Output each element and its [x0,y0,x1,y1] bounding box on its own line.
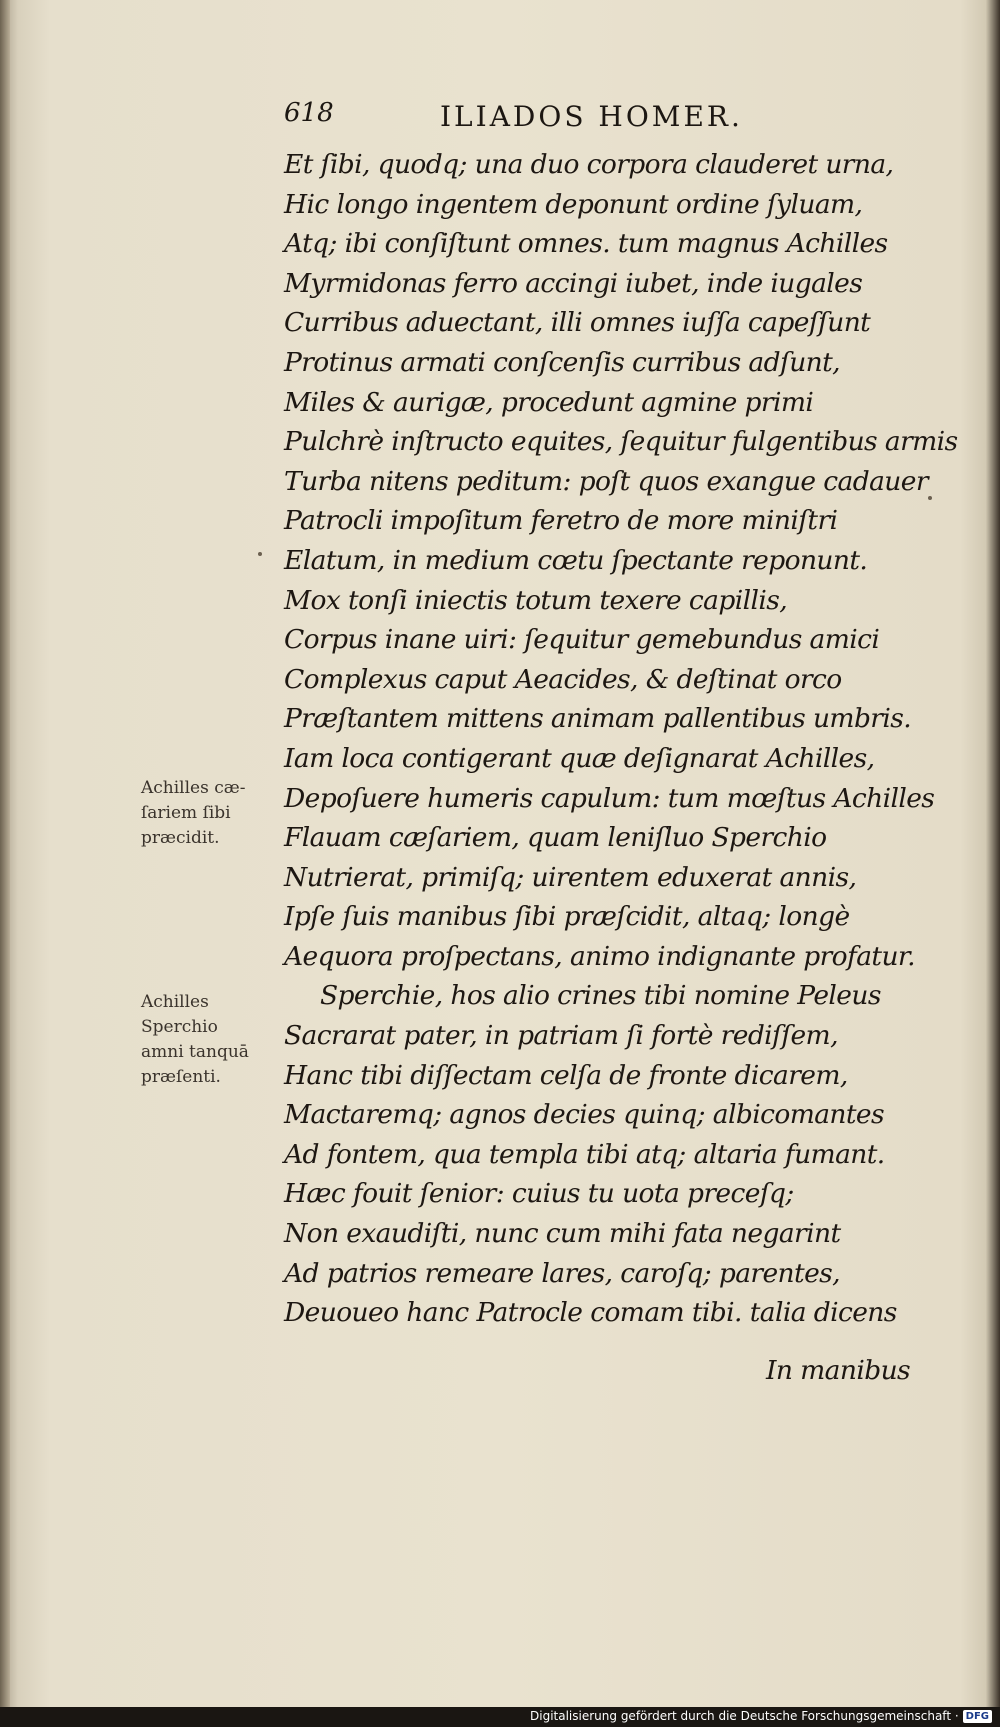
margin-note [141,776,281,851]
verse-line: Ad patrios remeare lares, caroſq; parentes, [284,1257,840,1289]
verse-line: Elatum, in medium cœtu ſpectante reponunt. [284,544,868,576]
margin-note [141,990,281,1090]
verse-line: Sacrarat pater, in patriam ſi fortè rediſſem, [284,1020,838,1052]
verse-line: Curribus aduectant, illi omnes iuſſa capeſſunt [284,307,871,339]
margin-note-line: amni tanquā [141,1042,249,1062]
verse-line: Hic longo ingentem deponunt ordine ſyluam, [284,188,863,220]
page-header [284,98,824,138]
verse-line: Atq; ibi conſiſtunt omnes. tum magnus Achilles [284,228,888,260]
verse-line: Flauam cæſariem, quam leniſluo Sperchio [284,822,827,854]
verse-line: Præſtantem mittens animam pallentibus umbris. [284,703,912,735]
verse-line: Sperchie, hos alio crines tibi nomine Peleus [320,980,881,1012]
verse-line: Ad fontem, qua templa tibi atq; altaria fumant. [284,1138,885,1170]
page-gutter-shadow [0,0,10,1727]
verse-line: Nutrierat, primiſq; uirentem eduxerat annis, [284,861,857,893]
margin-note-line: præſenti. [141,1067,221,1087]
verse-line: Non exaudiſti, nunc cum mihi fata negarint [284,1218,841,1250]
verse-line: Corpus inane uiri: ſequitur gemebundus amici [284,624,880,656]
dfg-logo-icon: DFG [963,1710,992,1723]
verse-line: Hanc tibi diſſectam celſa de fronte dicarem, [284,1059,848,1091]
verse-line: Ipſe ſuis manibus ſibi præſcidit, altaq; longè [284,901,850,933]
running-head: ILIADOS HOMER. [440,100,743,133]
margin-note-line: Achilles cæ- [141,778,246,798]
margin-note-line: ſariem ſibi [141,803,231,823]
verse-line: Mox tonſi iniectis totum texere capillis, [284,584,788,616]
verse-line: Depoſuere humeris capulum: tum mœſtus Achilles [284,782,935,814]
verse-line: Et ſibi, quodq; una duo corpora clauderet urna, [284,149,894,180]
verse-line: Complexus caput Aeacides, & deſtinat orco [284,663,842,695]
verse-line: Deuoueo hanc Patrocle comam tibi. talia dicens [284,1297,897,1329]
verse-line: Iam loca contigerant quæ deſignarat Achilles, [284,742,875,774]
credit-text: Digitalisierung gefördert durch die Deutsche Forschungsgemeinschaft · [530,1709,959,1723]
verse-block [284,145,958,1333]
verse-line: Myrmidonas ferro accingi iubet, inde iugales [284,267,863,299]
verse-line: Patrocli impoſitum feretro de more miniſtri [284,505,838,537]
verse-line: Protinus armati conſcenſis curribus adſunt, [284,346,840,378]
catchword: In manibus [766,1355,911,1386]
verse-line: Turba nitens peditum: poſt quos exangue cadauer [284,465,928,497]
verse-line: Pulchrè inſtructo equites, ſequitur fulgentibus armis [284,426,958,458]
margin-note-line: præcidit. [141,828,220,848]
paper-speck [258,552,262,556]
verse-line: Mactaremq; agnos decies quinq; albicomantes [284,1099,885,1131]
page-edge-shadow [986,0,1000,1727]
margin-note-line: Sperchio [141,1017,218,1037]
verse-line: Miles & aurigæ, procedunt agmine primi [284,386,814,418]
digitization-credit [530,1709,992,1723]
page-number: 618 [284,98,334,128]
verse-line: Hæc fouit ſenior: cuius tu uota preceſq; [284,1178,794,1210]
paper-speck [928,496,932,500]
margin-note-line: Achilles [141,992,209,1012]
verse-line: Aequora proſpectans, animo indignante profatur. [284,940,915,972]
